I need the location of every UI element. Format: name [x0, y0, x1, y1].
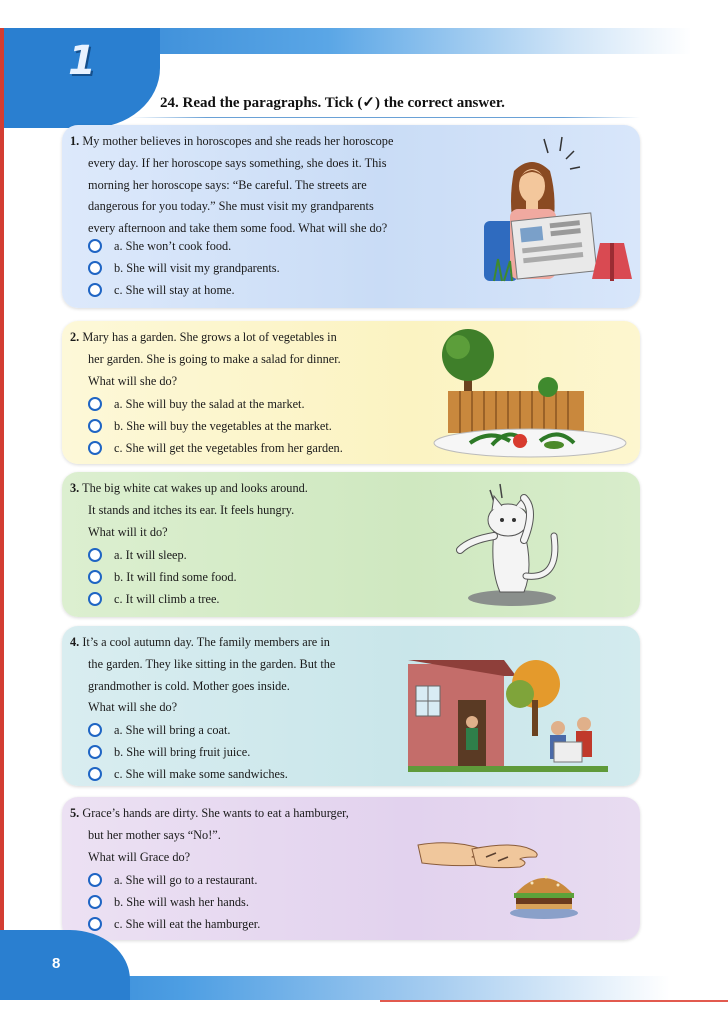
- option-label: a. She will buy the salad at the market.: [114, 396, 305, 411]
- question-line: her garden. She is going to make a salad for dinner.: [88, 351, 341, 366]
- tick-circle[interactable]: [88, 873, 102, 887]
- page-number: 8: [52, 955, 61, 972]
- question-line: It’s a cool autumn day. The family members are in: [82, 635, 330, 649]
- question-card-5: [62, 797, 640, 940]
- answer-option-b[interactable]: [88, 892, 249, 912]
- question-line: dangerous for you today.” She must visit my grandparents: [88, 199, 374, 214]
- garden-vegetables-illustration: [430, 325, 630, 465]
- tick-circle[interactable]: [88, 723, 102, 737]
- question-line: every afternoon and take them some food. What will she do?: [88, 221, 388, 236]
- question-number: 1.: [70, 134, 80, 148]
- question-text: [70, 632, 440, 719]
- question-text: [70, 131, 440, 240]
- question-text: [70, 478, 440, 543]
- answer-option-b[interactable]: [88, 258, 280, 278]
- option-label: b. She will buy the vegetables at the market.: [114, 418, 332, 433]
- answer-option-c[interactable]: [88, 764, 288, 784]
- answer-option-b[interactable]: [88, 567, 237, 587]
- white-cat-illustration: [450, 480, 580, 610]
- tick-circle[interactable]: [88, 570, 102, 584]
- left-margin-strip: [0, 28, 4, 998]
- question-line: It stands and itches its ear. It feels hungry.: [88, 502, 295, 517]
- answer-option-c[interactable]: [88, 280, 235, 300]
- question-line: What will it do?: [88, 524, 168, 539]
- question-text: [70, 803, 440, 868]
- answer-option-b[interactable]: [88, 416, 332, 436]
- option-label: a. It will sleep.: [114, 547, 187, 562]
- question-line: What will she do?: [88, 373, 178, 388]
- answer-option-a[interactable]: [88, 236, 231, 256]
- question-number: 4.: [70, 635, 80, 649]
- question-number: 5.: [70, 806, 80, 820]
- tick-circle[interactable]: [88, 917, 102, 931]
- question-line: but her mother says “No!”.: [88, 827, 221, 842]
- question-line: My mother believes in horoscopes and she reads her horoscope: [82, 134, 394, 148]
- tick-circle[interactable]: [88, 419, 102, 433]
- answer-option-a[interactable]: [88, 870, 257, 890]
- heading-underline: [130, 117, 640, 118]
- question-line: The big white cat wakes up and looks around.: [82, 481, 308, 495]
- question-card-4: [62, 626, 640, 786]
- tick-circle[interactable]: [88, 397, 102, 411]
- answer-option-c[interactable]: [88, 914, 260, 934]
- bottom-red-line: [380, 1000, 728, 1002]
- question-line: What will Grace do?: [88, 849, 191, 864]
- family-garden-illustration: [408, 654, 608, 774]
- option-label: c. She will stay at home.: [114, 282, 235, 297]
- question-card-3: [62, 472, 640, 617]
- tick-circle[interactable]: [88, 239, 102, 253]
- answer-option-a[interactable]: [88, 394, 305, 414]
- question-number: 2.: [70, 330, 80, 344]
- option-label: c. She will eat the hamburger.: [114, 916, 261, 931]
- answer-option-c[interactable]: [88, 438, 343, 458]
- option-label: a. She won’t cook food.: [114, 238, 232, 253]
- tick-circle[interactable]: [88, 895, 102, 909]
- option-label: b. She will bring fruit juice.: [114, 744, 251, 759]
- question-line: every day. If her horoscope says something, she does it. This: [88, 155, 387, 170]
- question-text: [70, 327, 440, 392]
- tick-circle[interactable]: [88, 441, 102, 455]
- tick-circle[interactable]: [88, 592, 102, 606]
- hands-and-hamburger-illustration: [412, 827, 602, 927]
- option-label: a. She will bring a coat.: [114, 722, 231, 737]
- question-line: grandmother is cold. Mother goes inside.: [88, 678, 290, 693]
- unit-number: 1: [68, 38, 96, 84]
- option-label: c. She will make some sandwiches.: [114, 766, 288, 781]
- option-label: a. She will go to a restaurant.: [114, 872, 258, 887]
- woman-reading-newspaper-illustration: [474, 131, 634, 301]
- option-label: b. She will visit my grandparents.: [114, 260, 280, 275]
- exercise-heading: 24. Read the paragraphs. Tick (✓) the correct answer.: [160, 95, 505, 111]
- tick-circle[interactable]: [88, 548, 102, 562]
- tick-circle[interactable]: [88, 767, 102, 781]
- question-line: the garden. They like sitting in the garden. But the: [88, 656, 336, 671]
- question-number: 3.: [70, 481, 80, 495]
- option-label: b. It will find some food.: [114, 569, 237, 584]
- question-line: Grace’s hands are dirty. She wants to eat a hamburger,: [82, 806, 349, 820]
- question-line: morning her horoscope says: “Be careful. The streets are: [88, 177, 367, 192]
- tick-circle[interactable]: [88, 745, 102, 759]
- question-card-1: [62, 125, 640, 308]
- option-label: c. She will get the vegetables from her garden.: [114, 440, 343, 455]
- answer-option-c[interactable]: [88, 589, 220, 609]
- tick-circle[interactable]: [88, 283, 102, 297]
- question-line: What will she do?: [88, 700, 178, 715]
- question-card-2: [62, 321, 640, 464]
- option-label: c. It will climb a tree.: [114, 591, 220, 606]
- answer-option-a[interactable]: [88, 720, 230, 740]
- answer-option-a[interactable]: [88, 545, 187, 565]
- answer-option-b[interactable]: [88, 742, 250, 762]
- option-label: b. She will wash her hands.: [114, 894, 249, 909]
- tick-circle[interactable]: [88, 261, 102, 275]
- question-line: Mary has a garden. She grows a lot of vegetables in: [82, 330, 337, 344]
